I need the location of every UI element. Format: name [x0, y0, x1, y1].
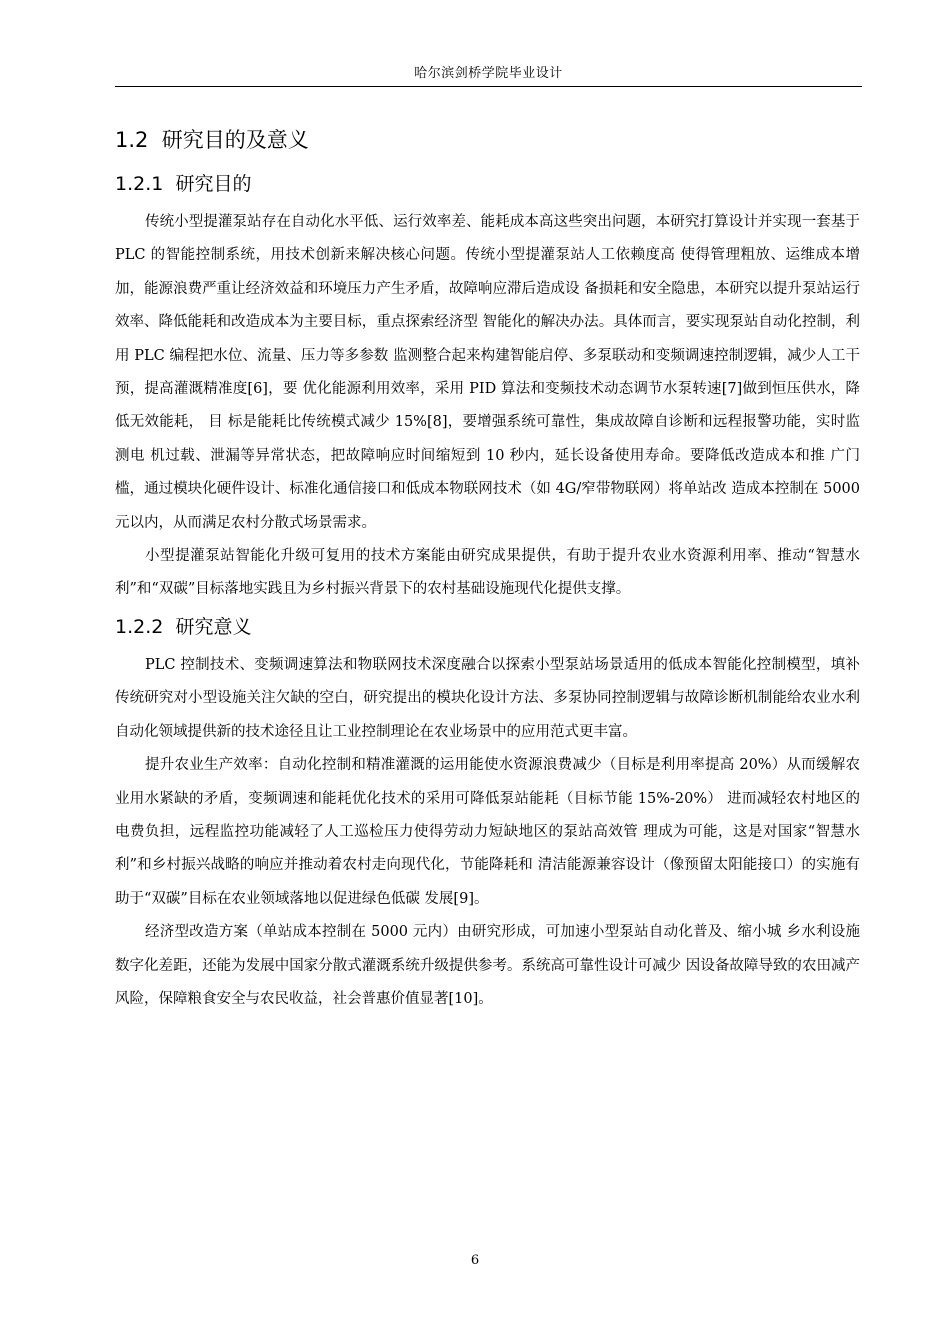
subsection-heading-2 [115, 611, 860, 643]
subsection-title: 研究目的 [175, 173, 252, 195]
paragraph: 小型提灌泵站智能化升级可复用的技术方案能由研究成果提供，有助于提升农业水资源利用率、推动“智慧水利”和“双碳”目标落地实践且为乡村振兴背景下的农村基础设施现代化提供支撑。 [115, 548, 860, 598]
section-number: 1.2 [115, 128, 149, 152]
page-number: 6 [470, 1253, 480, 1268]
paragraph: PLC 控制技术、变频调速算法和物联网技术深度融合以探索小型泵站场景适用的低成本智能化控制模型，填补传统研究对小型设施关注欠缺的空白，研究提出的模块化设计方法、多泵协同控制逻辑与故障诊断机制能给农业水利自动化领域提供新的技术途径且让工业控制理论在农业场景中的应用范式更丰富。 [115, 656, 860, 740]
running-header: 哈尔滨剑桥学院毕业设计 [414, 66, 563, 81]
subsection-title: 研究意义 [175, 615, 252, 638]
subsection-number: 1.2.2 [115, 615, 164, 638]
section-heading [115, 126, 860, 154]
paragraph: 传统小型提灌泵站存在自动化水平低、运行效率差、能耗成本高这些突出问题，本研究打算设计并实现一套基于 PLC 的智能控制系统，用技术创新来解决核心问题。传统小型提灌泵站人工依赖度高 使得管理粗放、运维成本增加，能源浪费严重让经济效益和环境压力产生矛盾，故障响应滞后造成设 备损耗和安全隐患，本研究以提升泵站运行效率、降低能耗和改造成本为主要目标，重点探索经济型 智能化的解决办法。具体而言，要实现泵站自动化控制，利用 PLC 编程把水位、流量、压力等多参数 监测整合起来构建智能启停、多泵联动和变频调速控制逻辑，减少人工干预，提高灌溉精准度[6]，要 优化能源利用效率，采用 PID 算法和变频技术动态调节水泵转速[7]做到恒压供水，降低无效能耗， 目 标是能耗比传统模式减少 15%[8]，要增强系统可靠性，集成故障自诊断和远程报警功能，实时监测电 机过载、泄漏等异常状态，把故障响应时间缩短到 10 秒内，延长设备使用寿命。要降低改造成本和推 广门槛，通过模块化硬件设计、标准化通信接口和低成本物联网技术（如 4G/窄带物联网）将单站改 造成本控制在 5000 元以内，从而满足农村分散式场景需求。 [115, 214, 860, 531]
section-title: 研究目的及意义 [161, 128, 309, 152]
subsection-number: 1.2.1 [115, 173, 164, 195]
header-divider [115, 86, 862, 87]
subsection-heading-1 [115, 168, 860, 200]
paragraph: 经济型改造方案（单站成本控制在 5000 元内）由研究形成，可加速小型泵站自动化普及、缩小城 乡水利设施数字化差距，还能为发展中国家分散式灌溉系统升级提供参考。系统高可靠性设计可减少 因设备故障导致的农田减产风险，保障粮食安全与农民收益，社会普惠价值显著[10]。 [115, 924, 860, 1007]
paragraph: 提升农业生产效率：自动化控制和精准灌溉的运用能使水资源浪费减少（目标是利用率提高 20%）从而缓解农业用水紧缺的矛盾，变频调速和能耗优化技术的采用可降低泵站能耗（目标节能 15%-20%） 进而减轻农村地区的电费负担，远程监控功能减轻了人工巡检压力使得劳动力短缺地区的泵站高效管 理成为可能，这是对国家“智慧水利”和乡村振兴战略的响应并推动着农村走向现代化，节能降耗和 清洁能源兼容设计（像预留太阳能接口）的实施有助于“双碳”目标在农业领域落地以促进绿色低碳 发展[9]。 [115, 757, 860, 907]
page-body [115, 118, 860, 1016]
